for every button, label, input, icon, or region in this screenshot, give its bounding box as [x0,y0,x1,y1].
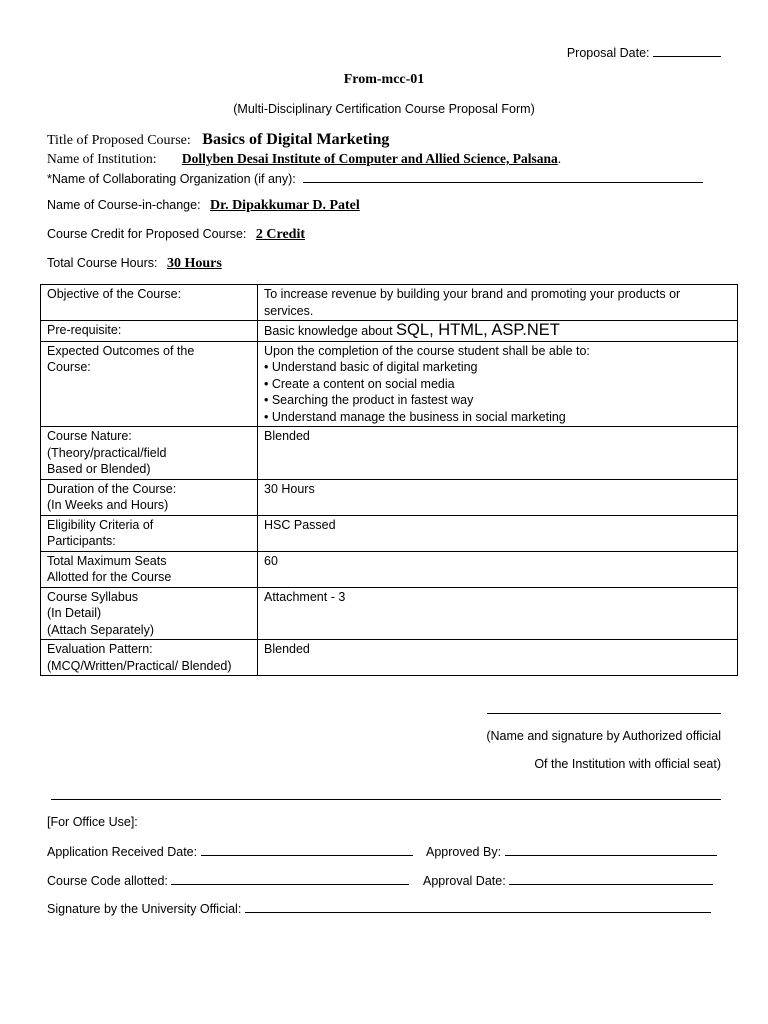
course-nature-label: Course Nature: (Theory/practical/field Based or Blended) [41,427,258,480]
approved-by-label: Approved By: [426,845,502,859]
collaborating-org-label: *Name of Collaborating Organization (if any): [47,172,296,186]
course-code-row [47,872,409,888]
course-title-value: Basics of Digital Marketing [202,131,390,148]
outcome-item: • Understand manage the business in social marketing [264,409,566,424]
table-row [41,321,738,342]
university-signature-label: Signature by the University Official: [47,902,242,916]
authorized-signature-line[interactable] [487,712,721,714]
table-row [41,479,738,515]
institution-row: Name of Institution: Dollyben Desai Institute of Computer and Allied Science, Palsana. [47,151,562,166]
form-code: From-mcc-01 [343,72,425,87]
signature-caption: (Name and signature by Authorized official [486,729,721,743]
table-row [41,341,738,427]
course-incharge-value: Dr. Dipakkumar D. Patel [210,198,360,213]
evaluation-label: Evaluation Pattern: (MCQ/Written/Practical/ Blended) [41,640,258,676]
prerequisite-value: SQL, HTML, ASP.NET [396,321,560,339]
collaborating-org-row [47,170,703,186]
table-row [41,515,738,551]
course-credit-value: 2 Credit [255,227,306,242]
table-row [41,427,738,480]
prerequisite-cell [258,321,738,342]
max-seats-label: Total Maximum Seats Allotted for the Course [41,551,258,587]
proposal-date-blank[interactable] [653,44,721,57]
office-use-heading: [For Office Use]: [47,815,138,829]
outcomes-label: Expected Outcomes of the Course: [41,341,258,427]
evaluation-value: Blended [258,640,738,676]
course-code-label: Course Code allotted: [47,874,168,888]
prerequisite-label: Pre-requisite: [41,321,258,342]
outcomes-intro: Upon the completion of the course student shall be able to: [264,343,590,358]
approval-date-blank[interactable] [509,872,713,885]
university-signature-blank[interactable] [245,900,711,913]
course-credit-row [47,227,305,243]
course-hours-value: 30 Hours [166,256,222,271]
signature-caption: Of the Institution with official seat) [534,757,721,771]
table-row [41,551,738,587]
eligibility-value: HSC Passed [258,515,738,551]
outcome-item: • Searching the product in fastest way [264,393,474,407]
course-incharge-label: Name of Course-in-change: [47,198,201,212]
course-credit-label: Course Credit for Proposed Course: [47,227,247,241]
max-seats-value: 60 [258,551,738,587]
outcome-item: • Create a content on social media [264,376,455,391]
course-incharge-row [47,198,360,214]
course-hours-label: Total Course Hours: [47,256,158,270]
table-row [41,587,738,640]
prerequisite-prefix: Basic knowledge about [264,324,393,338]
syllabus-value: Attachment - 3 [258,587,738,640]
table-row [41,285,738,321]
approval-date-row [423,872,713,888]
syllabus-label: Course Syllabus (In Detail) (Attach Separately) [41,587,258,640]
duration-value: 30 Hours [258,479,738,515]
course-title-row [47,131,389,149]
eligibility-label: Eligibility Criteria of Participants: [41,515,258,551]
duration-label: Duration of the Course: (In Weeks and Hours) [41,479,258,515]
outcomes-cell [258,341,738,427]
outcome-item: • Understand basic of digital marketing [264,360,478,374]
approved-by-blank[interactable] [505,843,717,856]
course-hours-row [47,256,222,272]
section-divider [51,798,721,800]
university-signature-row [47,900,711,916]
objective-value: To increase revenue by building your brand and promoting your products or services. [258,285,738,321]
application-received-row [47,843,413,859]
proposal-date-label: Proposal Date: [566,46,650,60]
objective-label: Objective of the Course: [41,285,258,321]
proposal-date-field [567,44,721,60]
course-code-blank[interactable] [171,872,409,885]
form-subtitle: (Multi-Disciplinary Certification Course Proposal Form) [233,102,535,116]
course-nature-value: Blended [258,427,738,480]
approval-date-label: Approval Date: [423,874,506,888]
course-details-table [40,284,738,676]
collaborating-org-blank[interactable] [303,170,703,183]
table-row [41,640,738,676]
outcomes-list [264,359,731,425]
institution-label: Name of Institution: [47,151,157,166]
application-received-label: Application Received Date: [47,845,198,859]
institution-value: Dollyben Desai Institute of Computer and Allied Science, Palsana [181,151,558,166]
approved-by-row [426,843,717,859]
course-title-label: Title of Proposed Course: [47,133,191,148]
application-received-blank[interactable] [201,843,413,856]
